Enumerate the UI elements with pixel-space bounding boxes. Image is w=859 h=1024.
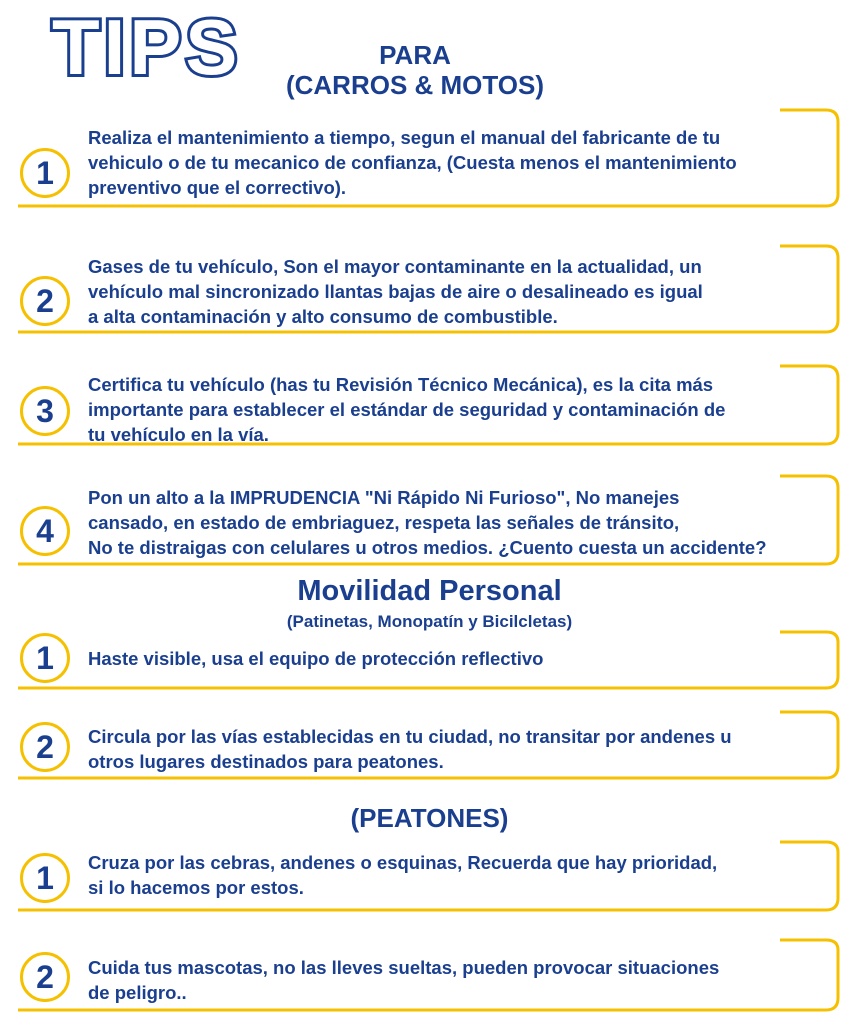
tip-number-badge: 2 (20, 952, 70, 1002)
vehicle-tip-card (0, 244, 859, 334)
tip-text: Haste visible, usa el equipo de protección reflectivo (88, 648, 544, 669)
tip-text: Gases de tu vehículo, Son el mayor contaminante en la actualidad, un vehículo mal sincronizado llantas bajas de aire o desalineado es igual a alta contaminación y alto consumo de combustible. (88, 256, 703, 327)
tip-text: Pon un alto a la IMPRUDENCIA "Ni Rápido Ni Furioso", No manejes cansado, en estado de embriaguez, respeta las señales de tránsito, No te distraigas con celulares u otros medios. ¿Cuento cuesta un accidente? (88, 487, 767, 558)
mobility-tip-card (0, 710, 859, 780)
pedestrian-tip-card (0, 938, 859, 1012)
tip-number-badge: 1 (20, 633, 70, 683)
tip-text: Cuida tus mascotas, no las lleves sueltas, pueden provocar situaciones de peligro.. (88, 957, 720, 1003)
vehicles-subtitle: (CARROS & MOTOS) (285, 70, 545, 100)
tip-text: Certifica tu vehículo (has tu Revisión Técnico Mecánica), es la cita más importante para establecer el estándar de seguridad y contaminación de tu vehículo en la vía. (88, 374, 726, 445)
mobility-tip-card (0, 630, 859, 690)
tip-text: Cruza por las cebras, andenes o esquinas, Recuerda que hay prioridad, si lo hacemos por estos. (88, 852, 718, 898)
tip-number-badge: 4 (20, 506, 70, 556)
tip-number-badge: 2 (20, 722, 70, 772)
tip-number-badge: 3 (20, 386, 70, 436)
vehicle-tip-card (0, 364, 859, 446)
tip-text: Realiza el mantenimiento a tiempo, segun el manual del fabricante de tu vehiculo o de tu mecanico de confianza, (Cuesta menos el mantenimiento preventivo que el correctivo). (88, 127, 737, 198)
tip-number-badge: 2 (20, 276, 70, 326)
vehicle-tip-card (0, 108, 859, 208)
tips-title: TIPS (52, 3, 242, 91)
pedestrian-tip-card (0, 840, 859, 912)
vehicle-tip-card (0, 474, 859, 566)
pedestrians-title: (PEATONES) (350, 803, 509, 833)
personal-mobility-title: Movilidad Personal (297, 575, 562, 607)
personal-mobility-subtitle: (Patinetas, Monopatín y Bicilcletas) (286, 612, 573, 631)
para-label: PARA (379, 40, 451, 70)
tip-text: Circula por las vías establecidas en tu ciudad, no transitar por andenes u otros lugares destinados para peatones. (88, 726, 732, 772)
tip-number-badge: 1 (20, 853, 70, 903)
tip-number-badge: 1 (20, 148, 70, 198)
